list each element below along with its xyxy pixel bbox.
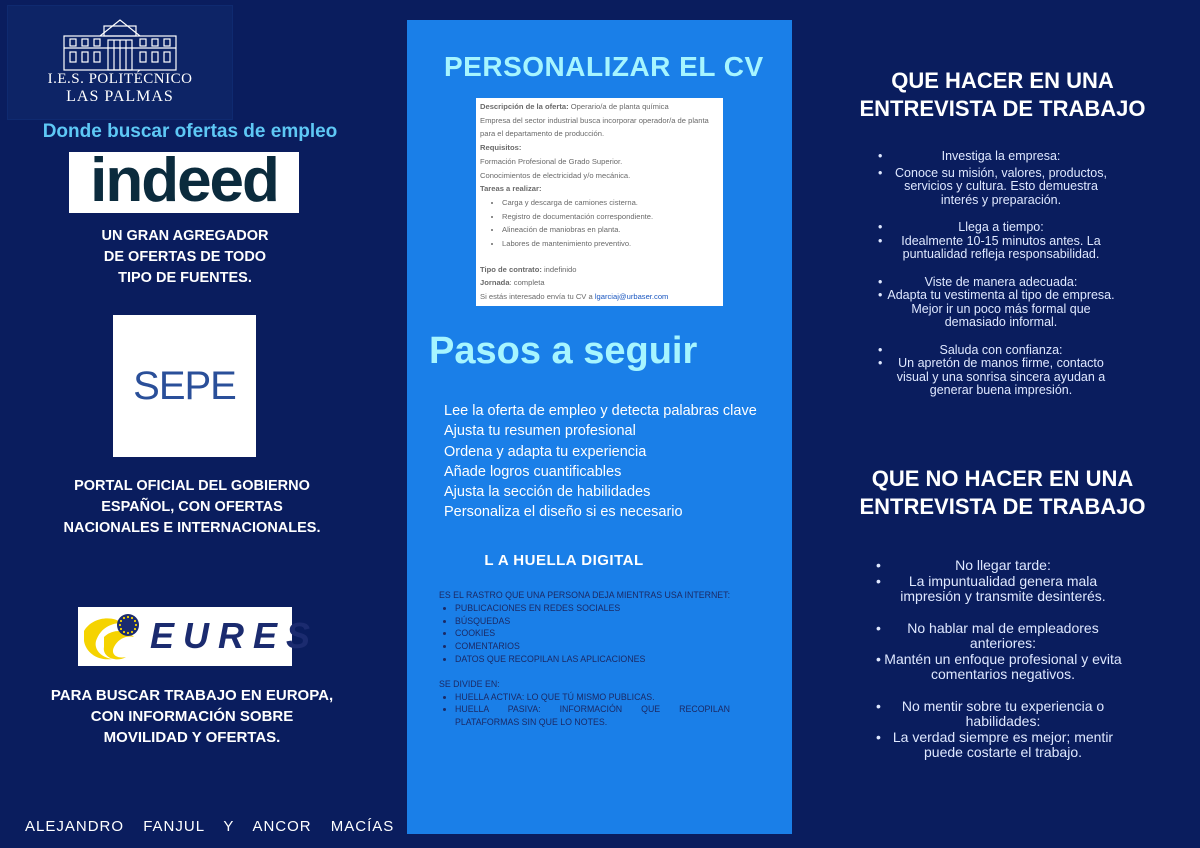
job-offer-card [476, 98, 723, 306]
interview-do-title: QUE HACER EN UNA ENTREVISTA DE TRABAJO [859, 68, 1146, 121]
offer-requirements-label: Requisitos: [480, 143, 522, 153]
offer-requirement: Conocimientos de electricidad y/o mecánica. [480, 170, 631, 180]
do-item-head: • Investiga la empresa: [885, 150, 1117, 164]
offer-task-list [480, 196, 719, 251]
footprint-item: • DATOS QUE RECOPILAN LAS APLICACIONES [455, 653, 730, 666]
step-item: Ajusta tu resumen profesional [444, 423, 636, 440]
do-item-head: • Viste de manera adecuada: [885, 276, 1117, 290]
offer-task: • Labores de mantenimiento preventivo. [502, 237, 719, 251]
step-item: Ordena y adapta tu experiencia [444, 443, 647, 460]
sepe-logo[interactable] [113, 315, 256, 457]
footprint-items [439, 602, 730, 666]
interview-do-list [885, 150, 1117, 398]
footprint-item: • PUBLICACIONES EN REDES SOCIALES [455, 602, 730, 615]
offer-tasks-label: Tareas a realizar: [480, 184, 542, 194]
job-search-title: Donde buscar ofertas de empleo [42, 121, 338, 142]
offer-text-line: para el departamento de producción. [480, 129, 605, 139]
step-item: Añade logros cuantificables [444, 463, 622, 480]
do-item-head: • Saluda con confianza: [885, 344, 1117, 358]
do-item-body: • Conoce su misión, valores, productos, servicios y cultura. Esto demuestra interés y preparación. [885, 167, 1117, 208]
indeed-desc-line: DE OFERTAS DE TODO [103, 249, 267, 265]
cv-title: PERSONALIZAR EL CV [444, 51, 764, 82]
dont-item-head: • No llegar tarde: [883, 558, 1123, 574]
offer-description-line: Descripción de la oferta: Operario/a de planta química [480, 102, 669, 111]
step-item: Ajusta la sección de habilidades [444, 484, 651, 501]
interview-dont-list [883, 558, 1123, 761]
sepe-desc-line: NACIONALES E INTERNACIONALES. [63, 520, 321, 536]
footprint-types [439, 691, 730, 729]
indeed-description [0, 226, 375, 289]
sepe-logo-text: SEPE [133, 363, 236, 408]
sepe-desc-line: PORTAL OFICIAL DEL GOBIERNO [74, 478, 310, 494]
building-icon [60, 18, 180, 72]
offer-apply: Si estás interesado envía tu CV a lgarciaj@urbaser.com [480, 292, 669, 302]
step-item: Lee la oferta de empleo y detecta palabras clave [444, 403, 757, 419]
dont-item-body: • Mantén un enfoque profesional y evita comentarios negativos. [883, 652, 1123, 683]
logo-school-name: I.E.S. POLITÉCNICO [47, 71, 193, 87]
footprint-item: • COMENTARIOS [455, 640, 730, 653]
authors-credit: ALEJANDRO FANJUL Y ANCOR MACÍAS [25, 818, 395, 835]
dont-item-body: • La verdad siempre es mejor; mentir puede costarte el trabajo. [883, 730, 1123, 761]
indeed-desc-line: TIPO DE FUENTES. [118, 270, 252, 286]
do-item-body: • Un apretón de manos firme, contacto visual y una sonrisa sincera ayudan a generar buena impresión. [885, 357, 1117, 398]
digital-footprint-title: L A HUELLA DIGITAL [484, 552, 644, 569]
do-item-body: • Idealmente 10-15 minutos antes. La puntualidad refleja responsabilidad. [885, 235, 1117, 262]
offer-task: • Registro de documentación correspondiente. [502, 210, 719, 224]
indeed-logo-text: indeed [90, 152, 278, 213]
dont-item-body: • La impuntualidad genera mala impresión y transmite desinterés. [883, 574, 1123, 605]
eures-logo[interactable] [78, 607, 320, 666]
footprint-type: • HUELLA PASIVA: INFORMACIÓN QUE RECOPILAN PLATAFORMAS SIN QUE LO NOTES. [455, 703, 730, 729]
step-item: Personaliza el diseño si es necesario [444, 504, 683, 521]
logo-school-city: LAS PALMAS [66, 88, 174, 105]
sepe-description [2, 476, 382, 539]
dont-item-head: • No hablar mal de empleadores anteriores: [883, 621, 1123, 652]
eures-desc-line: CON INFORMACIÓN SOBRE [90, 708, 294, 725]
offer-task: • Alineación de maniobras en planta. [502, 223, 719, 237]
interview-dont-title: QUE NO HACER EN UNA ENTREVISTA DE TRABAJO [859, 466, 1146, 519]
offer-task: • Carga y descarga de camiones cisterna. [502, 196, 719, 210]
footprint-intro: ES EL RASTRO QUE UNA PERSONA DEJA MIENTRAS USA INTERNET: [439, 590, 731, 600]
offer-contract: Tipo de contrato: indefinido [480, 264, 577, 274]
offer-email-link[interactable]: lgarciaj@urbaser.com [594, 292, 669, 302]
eures-desc-line: MOVILIDAD Y OFERTAS. [103, 729, 281, 746]
indeed-logo[interactable] [69, 152, 299, 213]
eures-description [2, 685, 382, 748]
school-logo [7, 5, 233, 120]
steps-list [444, 401, 757, 523]
dont-item-head: • No mentir sobre tu experiencia o habilidades: [883, 699, 1123, 730]
indeed-desc-line: UN GRAN AGREGADOR [101, 228, 269, 244]
eures-emblem-icon [82, 611, 148, 662]
footprint-item: • COOKIES [455, 627, 730, 640]
offer-text-line: Empresa del sector industrial busca incorporar operador/a de planta [480, 115, 709, 125]
offer-requirement: Formación Profesional de Grado Superior. [480, 156, 623, 166]
do-item-head: • Llega a tiempo: [885, 221, 1117, 235]
eures-logo-text: EURES [150, 615, 320, 656]
footprint-item: • BÚSQUEDAS [455, 615, 730, 628]
eures-desc-line: PARA BUSCAR TRABAJO EN EUROPA, [50, 687, 334, 704]
do-item-body: • Adapta tu vestimenta al tipo de empresa. Mejor ir un poco más formal que demasiado informal. [885, 289, 1117, 330]
footprint-type: • HUELLA ACTIVA: LO QUE TÚ MISMO PUBLICAS. [455, 691, 730, 704]
footprint-divide: SE DIVIDE EN: [439, 678, 500, 689]
sepe-desc-line: ESPAÑOL, CON OFERTAS [101, 499, 283, 515]
digital-footprint-body [439, 589, 730, 729]
steps-title: Pasos a seguir [429, 330, 698, 372]
offer-schedule: Jornada: completa [480, 278, 545, 288]
